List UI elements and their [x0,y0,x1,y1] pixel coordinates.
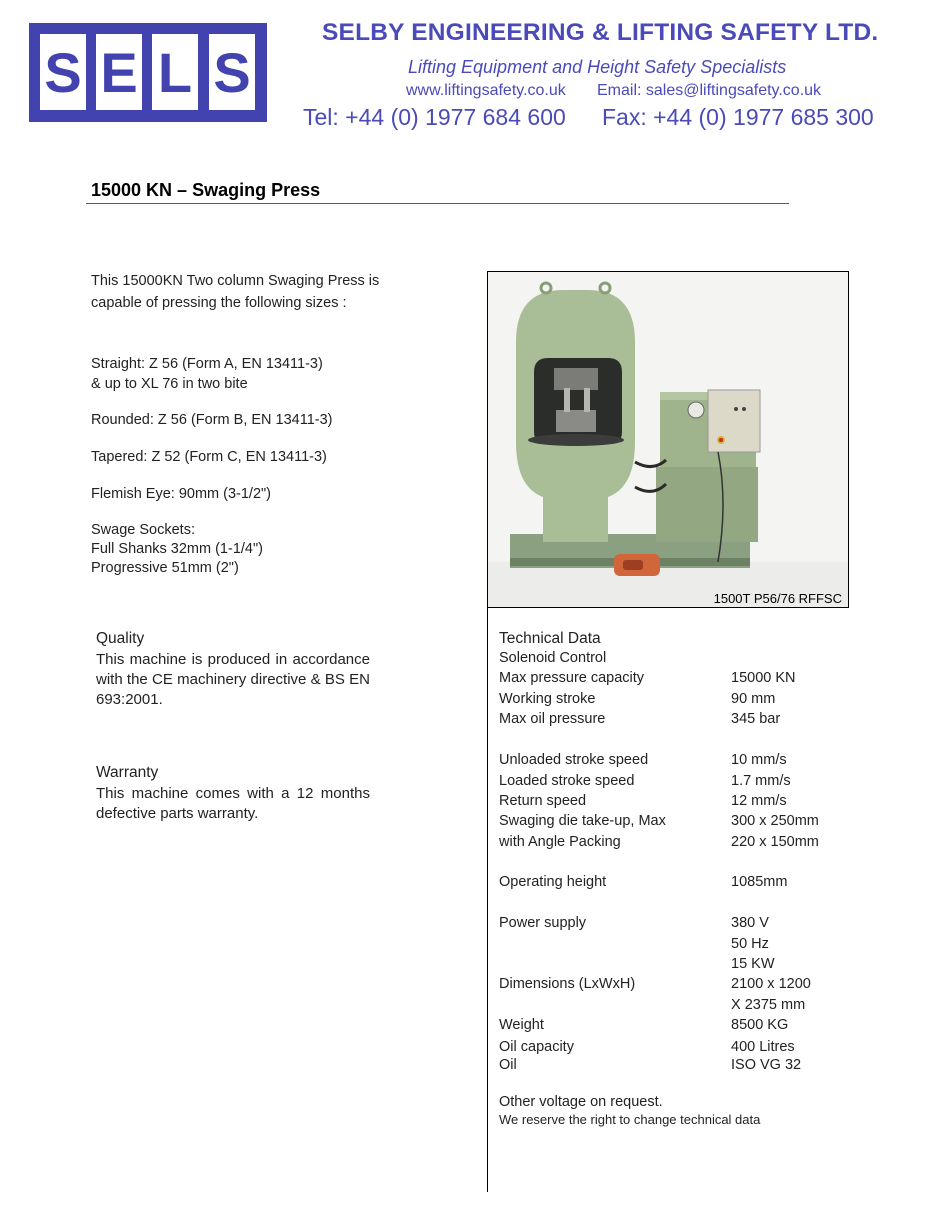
intro-line-2: capable of pressing the following sizes : [91,295,347,311]
tech-note-disclaimer: We reserve the right to change technical data [499,1112,761,1127]
intro-line-1: This 15000KN Two column Swaging Press is [91,273,380,289]
sockets-full-shanks: Full Shanks 32mm (1-1/4") [91,541,263,557]
tech-value: 345 bar [731,711,781,727]
size-flemish: Flemish Eye: 90mm (3-1/2") [91,486,271,502]
tech-label: Loaded stroke speed [499,773,635,789]
quality-text: This machine is produced in accordance with the CE machinery directive & BS EN 693:2001. [96,651,370,708]
tech-value: 300 x 250mm [731,813,819,829]
tech-label: Return speed [499,793,587,809]
tech-value: 1085mm [731,874,788,890]
sockets-heading: Swage Sockets: [91,522,195,538]
warranty-heading: Warranty [96,764,159,781]
company-logo [29,23,267,122]
tech-value: 1.7 mm/s [731,773,791,789]
swaging-press-photo [488,272,849,608]
tech-label: Oil [499,1057,517,1073]
tech-label: Oil capacity [499,1039,574,1055]
sockets-progressive: Progressive 51mm (2") [91,560,239,576]
tech-value: 12 mm/s [731,793,787,809]
title-divider [86,203,789,204]
tech-value: 400 Litres [731,1039,795,1055]
company-name: SELBY ENGINEERING & LIFTING SAFETY LTD. [322,19,879,46]
tech-label: Max pressure capacity [499,670,645,686]
tech-label: Max oil pressure [499,711,606,727]
tech-value: 220 x 150mm [731,834,819,850]
tech-value: 15 KW [731,956,775,972]
tech-label: Working stroke [499,691,596,707]
tech-value: X 2375 mm [731,997,806,1013]
column-divider [487,607,488,1192]
fax-number: Fax: +44 (0) 1977 685 300 [602,104,874,130]
tech-heading: Technical Data [499,630,601,647]
tech-label: Unloaded stroke speed [499,752,649,768]
tech-value: 380 V [731,915,769,931]
tech-label: Swaging die take-up, Max [499,813,666,829]
logo-letter: E [96,34,142,110]
tech-label: Dimensions (LxWxH) [499,976,636,992]
tech-value: 10 mm/s [731,752,787,768]
tech-value: 8500 KG [731,1017,789,1033]
size-straight-extra: & up to XL 76 in two bite [91,376,248,392]
website-link[interactable]: www.liftingsafety.co.uk [406,82,566,99]
tech-value: 50 Hz [731,936,769,952]
machine-photo-frame [487,271,849,608]
logo-letter: S [40,34,86,110]
tech-note-voltage: Other voltage on request. [499,1094,663,1110]
company-tagline: Lifting Equipment and Height Safety Specialists [408,57,787,77]
logo-letter: L [152,34,198,110]
size-rounded: Rounded: Z 56 (Form B, EN 13411-3) [91,412,333,428]
warranty-text: This machine comes with a 12 months defective parts warranty. [96,785,370,822]
tech-label: with Angle Packing [499,834,621,850]
quality-heading: Quality [96,630,145,647]
photo-caption: 1500T P56/76 RFFSC [713,591,842,606]
tech-value: ISO VG 32 [731,1057,802,1073]
size-straight: Straight: Z 56 (Form A, EN 13411-3) [91,356,323,372]
tech-label: Operating height [499,874,607,890]
email-link[interactable]: Email: sales@liftingsafety.co.uk [597,82,822,99]
tech-value: 90 mm [731,691,776,707]
tech-label: Weight [499,1017,544,1033]
page-title: 15000 KN – Swaging Press [91,180,321,200]
logo-letter: S [209,34,255,110]
size-tapered: Tapered: Z 52 (Form C, EN 13411-3) [91,449,327,465]
tech-solenoid: Solenoid Control [499,650,607,666]
tech-label: Power supply [499,915,587,931]
tech-value: 2100 x 1200 [731,976,811,992]
telephone-number: Tel: +44 (0) 1977 684 600 [303,104,566,130]
tech-value: 15000 KN [731,670,796,686]
